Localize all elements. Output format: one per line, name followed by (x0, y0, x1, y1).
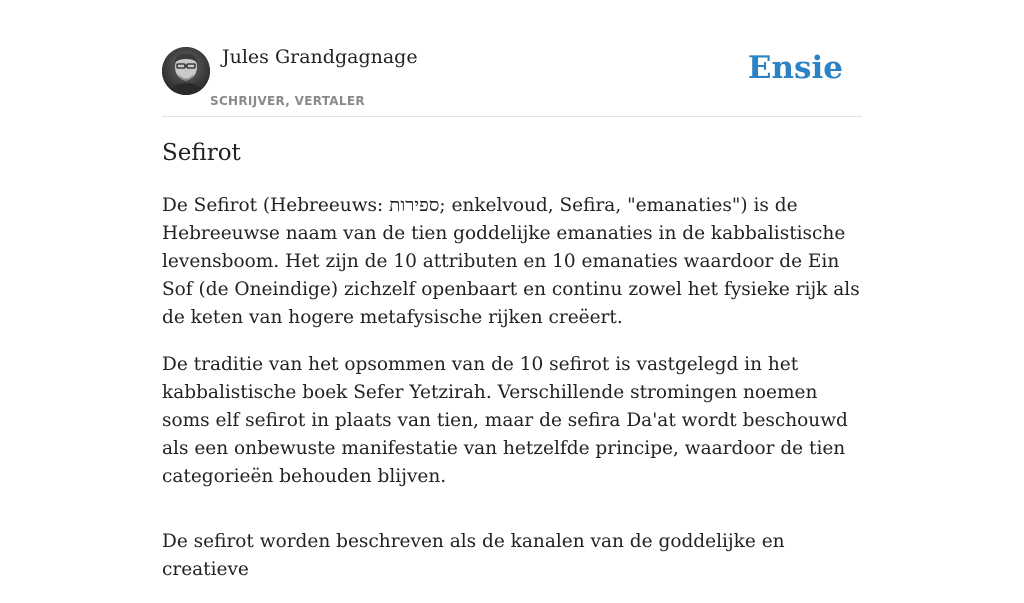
author-avatar[interactable] (162, 47, 210, 95)
article-body (162, 192, 862, 603)
page (162, 0, 862, 580)
article-header (162, 0, 862, 117)
article-title: Sefirot (162, 140, 241, 166)
brand-logo-link[interactable]: Ensie (747, 50, 843, 86)
article-paragraph: De sefirot worden beschreven als de kanalen van de goddelijke en creatieve (162, 531, 785, 580)
author-role: SCHRIJVER, VERTALER (210, 94, 365, 108)
author-photo-icon (162, 47, 210, 95)
article-paragraph: De Sefirot (Hebreeuws: ספירות; enkelvoud, Sefira, "emanaties") is de Hebreeuwse naam van de tien goddelijke emanaties in de kabbalistische levensboom. Het zijn de 10 attributen en 10 emanaties waardoor de Ein Sof (de Oneindige) zichzelf openbaart en continu zowel het fysieke rijk als de keten van hogere metafysische rijken creëert. (162, 195, 860, 328)
author-name[interactable]: Jules Grandgagnage (222, 46, 418, 68)
article-paragraph: De traditie van het opsommen van de 10 sefirot is vastgelegd in het kabbalistische boek Sefer Yetzirah. Verschillende stromingen noemen soms elf sefirot in plaats van tien, maar de sefira Da'at wordt beschouwd als een onbewuste manifestatie van hetzelfde principe, waardoor de tien categorieën behouden blijven. (162, 354, 848, 487)
